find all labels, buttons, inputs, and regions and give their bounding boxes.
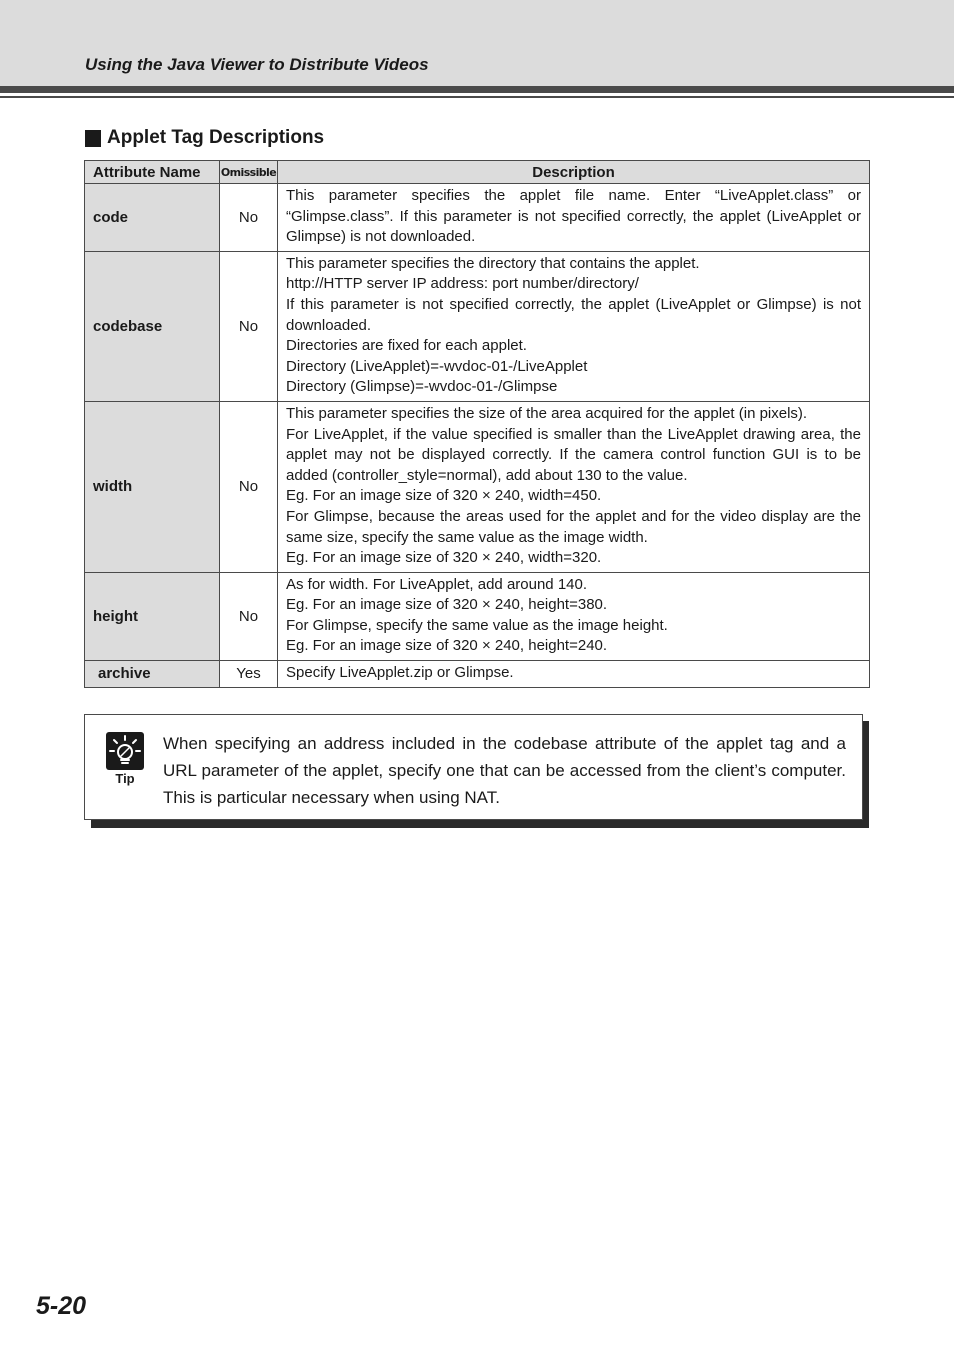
description-line: Eg. For an image size of 320 × 240, height=240. — [286, 637, 608, 655]
lightbulb-icon — [106, 732, 144, 770]
description-cell — [278, 401, 870, 572]
description-line: As for width. For LiveApplet, add around 140. — [286, 575, 588, 593]
description-line: This parameter specifies the size of the area acquired for the applet (in pixels). — [286, 404, 808, 422]
omissible-cell: No — [220, 572, 278, 660]
description-line: Eg. For an image size of 320 × 240, width=320. — [286, 549, 602, 567]
table-row-codebase — [85, 251, 870, 401]
description-line: Directory (LiveApplet)=-wvdoc-01-/LiveApplet — [286, 357, 588, 375]
description-line: This parameter specifies the directory that contains the applet. — [286, 254, 700, 272]
description-line: http://HTTP server IP address: port number/directory/ — [286, 275, 639, 293]
table-row-archive — [85, 661, 870, 688]
header-rule-thick — [0, 86, 954, 93]
description-line: This parameter specifies the applet file name. Enter “LiveApplet.class” or “Glimpse.class”. If this parameter is not specified correctly, the applet (LiveApplet or Glimpse) is not downloaded. — [286, 187, 861, 246]
description-line: Eg. For an image size of 320 × 240, height=380. — [286, 596, 608, 614]
tip-box — [84, 714, 863, 820]
omissible-cell: No — [220, 251, 278, 401]
running-head: Using the Java Viewer to Distribute Videos — [85, 55, 429, 74]
description-line: For Glimpse, because the areas used for the applet and for the video display are the same size, specify the same value as the image width. — [286, 507, 861, 546]
description-cell — [278, 572, 870, 660]
attribute-name-cell: archive — [85, 661, 220, 688]
page-number: 5-20 — [36, 1292, 87, 1320]
header-rule-thin — [0, 96, 954, 98]
description-cell — [278, 184, 870, 252]
attribute-name-cell: height — [85, 572, 220, 660]
omissible-cell: No — [220, 401, 278, 572]
description-cell — [278, 661, 870, 688]
applet-tag-table — [84, 160, 870, 688]
table-row-height — [85, 572, 870, 660]
description-line: Directory (Glimpse)=-wvdoc-01-/Glimpse — [286, 378, 558, 396]
omissible-cell: Yes — [220, 661, 278, 688]
section-title-text: Applet Tag Descriptions — [107, 127, 325, 148]
description-line: For Glimpse, specify the same value as the image height. — [286, 616, 668, 634]
description-line: Specify LiveApplet.zip or Glimpse. — [286, 664, 514, 682]
description-line: Directories are fixed for each applet. — [286, 337, 527, 355]
column-header-omissible: Omissible — [220, 161, 278, 184]
table-header-row — [85, 161, 870, 184]
column-header-description: Description — [278, 161, 870, 184]
attribute-name-cell: code — [85, 184, 220, 252]
description-line: If this parameter is not specified correctly, the applet (LiveApplet or Glimpse) is not downloaded. — [286, 295, 861, 334]
attribute-name-cell: codebase — [85, 251, 220, 401]
column-header-attribute-name: Attribute Name — [85, 161, 220, 184]
description-cell — [278, 251, 870, 401]
table-row-width — [85, 401, 870, 572]
omissible-cell: No — [220, 184, 278, 252]
section-title — [85, 126, 324, 150]
description-line: For LiveApplet, if the value specified is smaller than the LiveApplet drawing area, the applet may not be displayed correctly. If the camera control function GUI is to be added (controller_style=normal), add about 130 to the value. — [286, 425, 861, 484]
section-bullet-square-icon — [85, 130, 101, 147]
tip-label: Tip — [115, 771, 135, 786]
description-line: Eg. For an image size of 320 × 240, width=450. — [286, 487, 602, 505]
table-row-code — [85, 184, 870, 252]
tip-text: When specifying an address included in the codebase attribute of the applet tag and a URL parameter of the applet, specify one that can be accessed from the client’s computer. This is particular necessary when using NAT. — [163, 734, 846, 807]
attribute-name-cell: width — [85, 401, 220, 572]
